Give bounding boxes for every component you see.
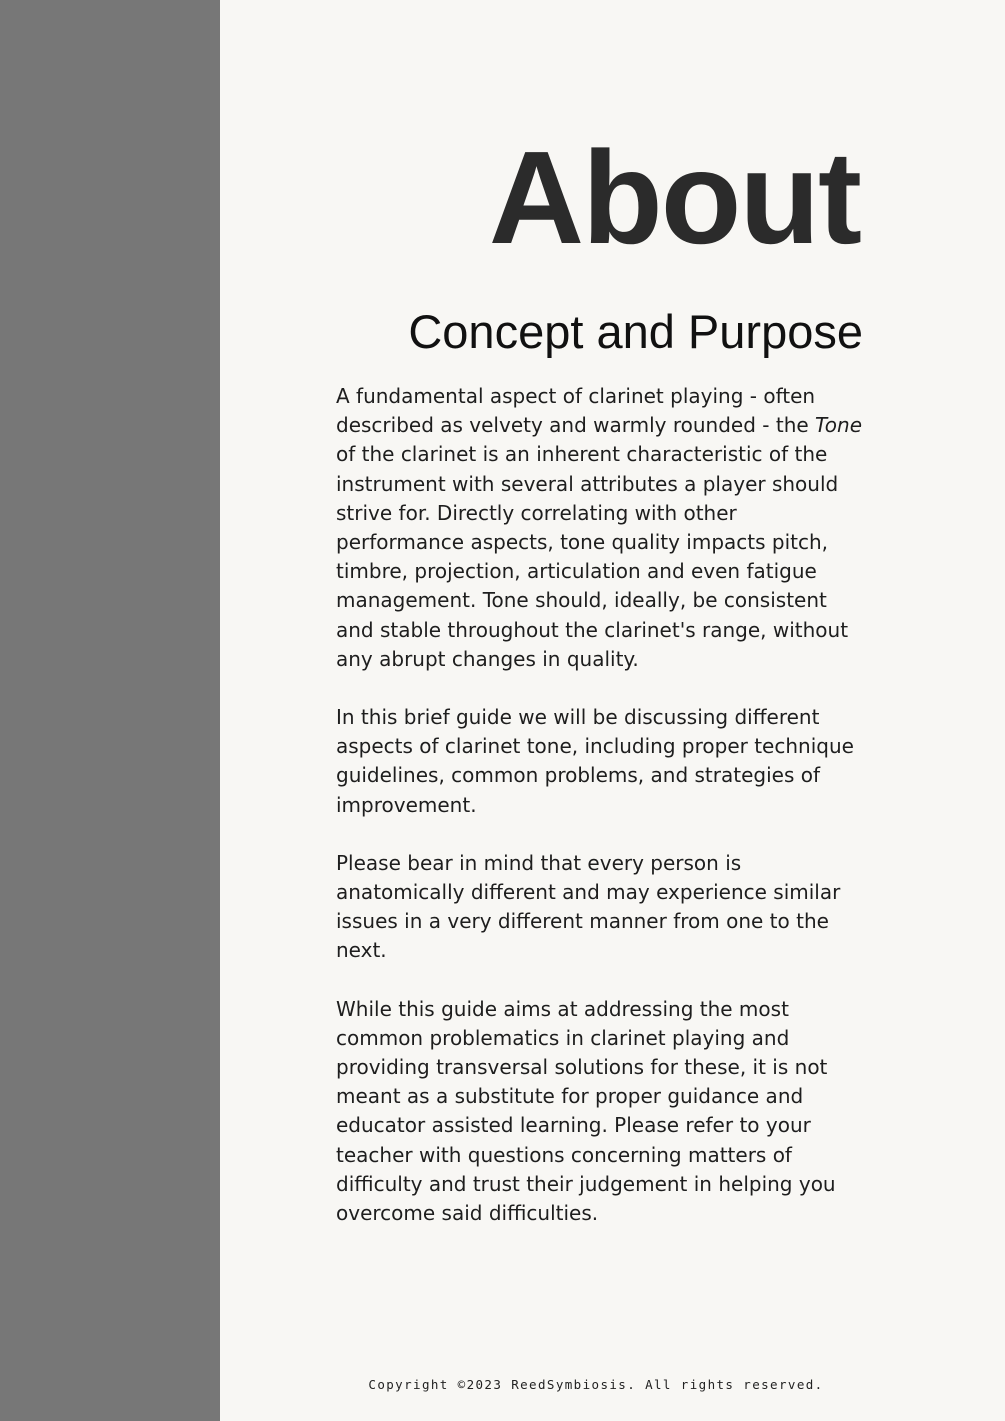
copyright-notice: Copyright ©2023 ReedSymbiosis. All rights reserved. <box>368 1377 824 1392</box>
paragraph-1 <box>336 382 866 674</box>
paragraph-1-start: A fundamental aspect of clarinet playing - often described as velvety and warmly rounded - the <box>336 384 816 438</box>
side-bar-decoration <box>0 0 220 1421</box>
tone-emphasis: Tone <box>815 413 863 438</box>
paragraph-4: While this guide aims at addressing the most common problematics in clarinet playing and providing transversal solutions for these, it is not meant as a substitute for proper guidance and educator assisted learning. Please refer to your teacher with questions concerning matters of difficulty and trust their judgement in helping you overcome said difficulties. <box>336 996 836 1226</box>
page-title: About <box>488 124 860 271</box>
paragraph-1-end: of the clarinet is an inherent characteristic of the instrument with several attributes a player should strive for. Directly correlating with other performance aspects, tone quality impacts pitch, timbre, projection, articulation and even fatigue management. Tone should, ideally, be consistent and stable throughout the clarinet's range, without any abrupt changes in quality. <box>336 442 849 671</box>
section-heading: Concept and Purpose <box>408 305 863 358</box>
paragraph-3: Please bear in mind that every person is anatomically different and may experience similar issues in a very different manner from one to the next. <box>336 850 841 963</box>
body-text <box>336 382 866 1257</box>
paragraph-2: In this brief guide we will be discussing different aspects of clarinet tone, including proper technique guidelines, common problems, and strategies of improvement. <box>336 705 854 817</box>
